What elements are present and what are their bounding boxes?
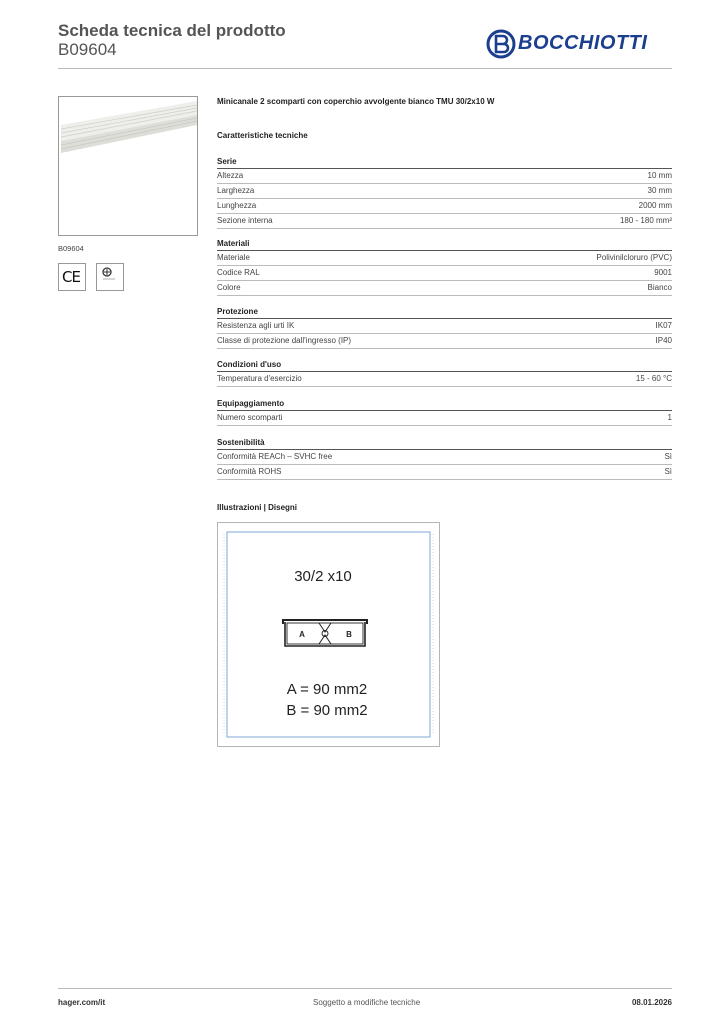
spec-value: Sì [664, 452, 672, 461]
illustrations-heading: Illustrazioni | Disegni [217, 503, 298, 512]
spec-label: Conformità ROHS [217, 467, 282, 476]
page-title: Scheda tecnica del prodotto [58, 21, 286, 40]
spec-row [217, 184, 672, 199]
spec-row [217, 372, 672, 387]
spec-label: Lunghezza [217, 201, 257, 210]
footer-notice: Soggetto a modifiche tecniche [313, 998, 421, 1007]
area-a-label: A = 90 mm2 [286, 681, 368, 698]
spec-label: Sezione interna [217, 216, 273, 225]
spec-value: 1 [667, 413, 672, 422]
product-photo [58, 96, 198, 236]
section-title: Equipaggiamento [217, 398, 672, 411]
spec-label: Resistenza agli urti IK [217, 321, 295, 330]
footer-website: hager.com/it [58, 998, 106, 1007]
spec-row [217, 465, 672, 480]
section-condizioni [217, 359, 672, 387]
footer-date: 08.01.2026 [631, 998, 672, 1007]
section-title: Materiali [217, 238, 672, 251]
footer-divider [58, 988, 672, 989]
spec-value: Polivinilcloruro (PVC) [596, 253, 672, 262]
cross-section-drawing [217, 522, 440, 747]
drawing-title: 30/2 x10 [294, 568, 352, 585]
brand-logo [486, 29, 666, 59]
spec-value: 30 mm [647, 186, 672, 195]
section-title: Protezione [217, 306, 672, 319]
ce-mark-icon [58, 263, 86, 291]
section-protezione [217, 306, 672, 349]
spec-label: Altezza [217, 171, 244, 180]
spec-value: IP40 [655, 336, 672, 345]
spec-value: IK07 [655, 321, 672, 330]
spec-value: 10 mm [647, 171, 672, 180]
brand-name: BOCCHIOTTI [518, 32, 648, 54]
section-serie [217, 156, 672, 229]
spec-label: Classe di protezione dall'ingresso (IP) [217, 336, 352, 345]
spec-row [217, 411, 672, 426]
spec-row [217, 281, 672, 296]
compartment-b-label: B [346, 630, 352, 639]
spec-label: Materiale [217, 253, 250, 262]
section-title: Sostenibilità [217, 437, 672, 450]
spec-value: 2000 mm [638, 201, 672, 210]
spec-label: Codice RAL [217, 268, 260, 277]
spec-label: Colore [217, 283, 241, 292]
spec-row [217, 251, 672, 266]
tech-heading: Caratteristiche tecniche [217, 131, 308, 140]
spec-row [217, 199, 672, 214]
brand-logo-mark-icon [486, 29, 516, 59]
product-description: Minicanale 2 scomparti con coperchio avvolgente bianco TMU 30/2x10 W [217, 97, 495, 106]
spec-value: 9001 [654, 268, 672, 277]
section-title: Serie [217, 156, 672, 169]
area-b-label: B = 90 mm2 [286, 702, 368, 719]
spec-row [217, 334, 672, 349]
section-title: Condizioni d'uso [217, 359, 672, 372]
spec-value: 15 - 60 °C [635, 374, 672, 383]
spec-value: Sì [664, 467, 672, 476]
spec-label: Temperatura d'esercizio [217, 374, 302, 383]
spec-row [217, 266, 672, 281]
spec-row [217, 214, 672, 229]
product-code: B09604 [58, 40, 117, 59]
spec-row [217, 450, 672, 465]
spec-row [217, 169, 672, 184]
section-equipaggiamento [217, 398, 672, 426]
photo-caption: B09604 [58, 244, 84, 253]
ce-mark-label: CE [62, 268, 80, 286]
spec-value: Bianco [647, 283, 672, 292]
spec-row [217, 319, 672, 334]
spec-label: Larghezza [217, 186, 255, 195]
section-materiali [217, 238, 672, 296]
spec-value: 180 - 180 mm² [619, 216, 672, 225]
header-divider [58, 68, 672, 69]
compartment-a-label: A [299, 630, 305, 639]
spec-label: Numero scomparti [217, 413, 283, 422]
imq-mark-icon [96, 263, 124, 291]
spec-label: Conformità REACh – SVHC free [217, 452, 333, 461]
section-sostenibilita [217, 437, 672, 480]
